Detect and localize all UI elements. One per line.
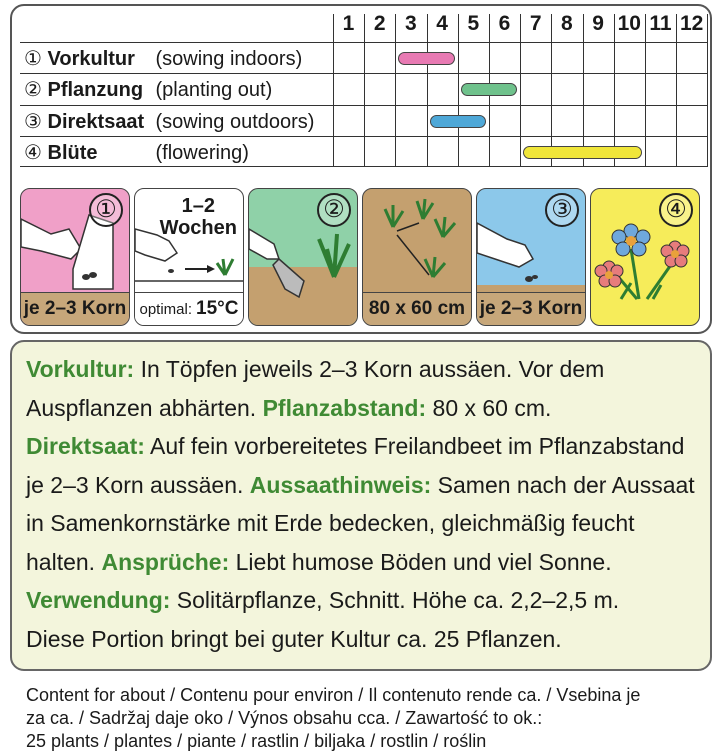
- heading-pflanzabstand: Pflanzabstand:: [262, 394, 427, 421]
- row-name-de: Direktsaat: [47, 110, 145, 133]
- month-2: 2: [373, 12, 386, 35]
- panel-label: [21, 292, 129, 325]
- month-10: 10: [617, 12, 641, 35]
- panel-label-text: 15°C: [196, 298, 239, 319]
- row-name-de: Vorkultur: [47, 48, 135, 70]
- period-bar: [523, 146, 642, 159]
- text-portion: Diese Portion bringt bei guter Kultur ca. 25 Pflanzen.: [26, 625, 562, 652]
- month-9: 9: [592, 12, 604, 35]
- row-number: ③: [24, 110, 48, 133]
- row-name-de: Pflanzung: [47, 79, 144, 102]
- instruction-panel-1: [20, 188, 130, 326]
- month-6: 6: [498, 12, 511, 35]
- period-bar: [461, 83, 517, 96]
- panel-label-text: je 2–3 Korn: [479, 298, 583, 319]
- instruction-panel-5: [476, 188, 586, 326]
- text-verwendung: Solitärpflanze, Schnitt. Höhe ca. 2,2–2,5 m.: [170, 587, 620, 613]
- footer-line-1: Content for about / Contenu pour environ / Il contenuto rende ca. / Vsebina je: [26, 685, 641, 705]
- step-number: ②: [317, 193, 351, 227]
- panel-label-text: je 2–3 Korn: [23, 298, 127, 319]
- month-5: 5: [467, 12, 480, 35]
- row-name-en: (flowering): [155, 141, 249, 164]
- month-11: 11: [649, 12, 672, 35]
- month-4: 4: [436, 12, 448, 35]
- text-vorkultur: In Töpfen jeweils 2–3 Korn aussäen. Vor dem Auspflanzen abhärten.: [26, 356, 605, 421]
- text-aussaathinweis: Samen nach der Aussaat in Samenkornstärke mit Erde bedecken, gleichmäßig feucht halten.: [26, 471, 695, 575]
- heading-aussaathinweis: Aussaathinweis:: [249, 471, 432, 498]
- row-name-en: (sowing indoors): [155, 48, 303, 70]
- text-ansprueche: Liebt humose Böden und viel Sonne.: [229, 548, 612, 575]
- instruction-panel-2: [134, 188, 244, 326]
- row-label: [24, 77, 272, 102]
- panel-label-small: optimal:: [139, 300, 193, 318]
- calendar-row: [20, 105, 707, 136]
- panel-label: [135, 292, 243, 325]
- row-name-en: (sowing outdoors): [155, 110, 315, 133]
- footer-line-2: za ca. / Sadržaj daje oko / Výnos obsahu cca. / Zawartość to ok.:: [26, 708, 543, 728]
- sowing-calendar-card: [10, 4, 712, 334]
- content-footer: [26, 684, 706, 753]
- month-8: 8: [561, 12, 573, 35]
- month-7: 7: [529, 12, 542, 35]
- row-number: ①: [24, 48, 48, 70]
- heading-ansprueche: Ansprüche:: [101, 548, 230, 575]
- instruction-panel-6: [590, 188, 700, 326]
- period-bar: [398, 52, 454, 65]
- footer-line-3: 25 plants / plantes / piante / rastlin / biljaka / rostlin / roślin: [26, 731, 487, 751]
- row-number: ②: [24, 79, 48, 102]
- grid-line: [707, 14, 708, 167]
- illustration-icon: [363, 189, 472, 304]
- row-label: [24, 140, 249, 165]
- instruction-panel-3: [248, 188, 358, 326]
- weeks-label: 1–2 Wochen: [159, 195, 237, 239]
- instruction-panel-4: [362, 188, 472, 326]
- month-12: 12: [680, 12, 704, 35]
- month-1: 1: [342, 12, 355, 35]
- calendar-row: [20, 73, 707, 104]
- step-number: ①: [89, 193, 123, 227]
- text-direktsaat: Auf fein vorbereitetes Freilandbeet im Pflanzabstand je 2–3 Korn aussäen.: [26, 433, 685, 498]
- row-number: ④: [24, 141, 48, 164]
- panel-label-text: 80 x 60 cm: [368, 298, 466, 319]
- calendar-row: [20, 42, 707, 73]
- row-name-en: (planting out): [155, 79, 273, 102]
- step-number: ④: [659, 193, 693, 227]
- calendar-row: [20, 136, 707, 167]
- month-3: 3: [405, 12, 417, 35]
- panel-label: [363, 292, 471, 325]
- description-box: [10, 340, 712, 671]
- heading-vorkultur: Vorkultur:: [26, 356, 135, 382]
- heading-direktsaat: Direktsaat:: [26, 433, 145, 459]
- row-label: [24, 109, 314, 134]
- text-pflanzabstand: 80 x 60 cm.: [426, 394, 552, 421]
- heading-verwendung: Verwendung:: [26, 587, 171, 613]
- panel-label: [477, 292, 585, 325]
- period-bar: [430, 115, 486, 128]
- step-number: ③: [545, 193, 579, 227]
- row-label: [24, 46, 302, 71]
- row-name-de: Blüte: [47, 141, 98, 164]
